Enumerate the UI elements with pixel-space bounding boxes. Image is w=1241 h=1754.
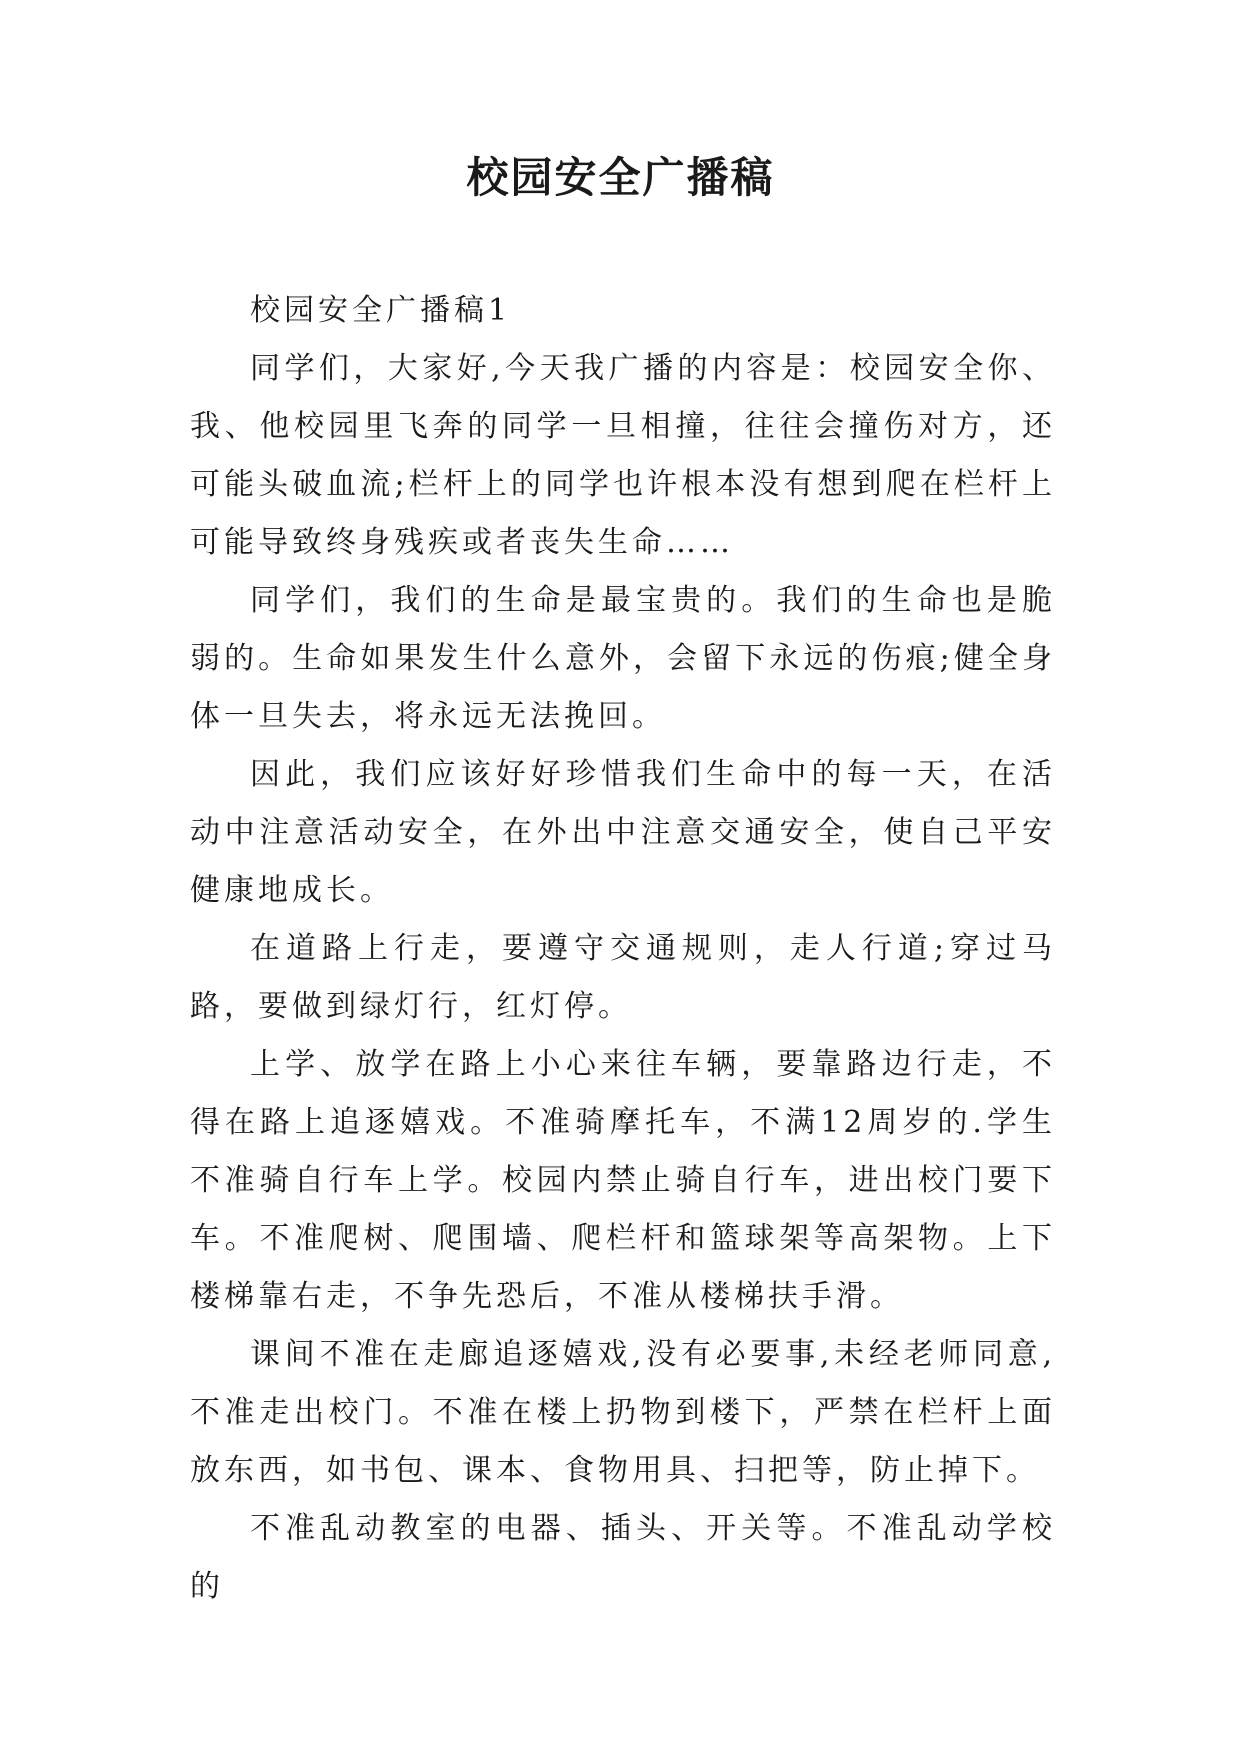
paragraph-life-precious: 同学们，我们的生命是最宝贵的。我们的生命也是脆弱的。生命如果发生什么意外，会留下永远的伤痕;健全身体一旦失去，将永远无法挽回。 — [190, 583, 1056, 734]
document-title: 校园安全广播稿 — [466, 153, 775, 202]
paragraph-commute-safety: 上学、放学在路上小心来往车辆，要靠路边行走，不得在路上追逐嬉戏。不准骑摩托车，不满12周岁的.学生不准骑自行车上学。校园内禁止骑自行车，进出校门要下车。不准爬树、爬围墙、爬栏杆和篮球架等高架物。上下楼梯靠右走，不争先恐后，不准从楼梯扶手滑。 — [190, 1047, 1056, 1314]
paragraph-intro: 同学们，大家好,今天我广播的内容是：校园安全你、我、他校园里飞奔的同学一旦相撞，往往会撞伤对方，还可能头破血流;栏杆上的同学也许根本没有想到爬在栏杆上可能导致终身残疾或者丧失生命…… — [190, 351, 1056, 560]
paragraph-electrical-safety: 不准乱动教室的电器、插头、开关等。不准乱动学校的 — [190, 1511, 1056, 1604]
section-heading: 校园安全广播稿1 — [250, 293, 512, 328]
paragraph-cherish-life: 因此，我们应该好好珍惜我们生命中的每一天，在活动中注意活动安全，在外出中注意交通安全，使自己平安健康地成长。 — [190, 757, 1056, 908]
document-body — [190, 282, 1056, 1616]
paragraph-recess-rules: 课间不准在走廊追逐嬉戏,没有必要事,未经老师同意,不准走出校门。不准在楼上扔物到楼下，严禁在栏杆上面放东西，如书包、课本、食物用具、扫把等，防止掉下。 — [190, 1337, 1056, 1488]
paragraph-traffic-rules: 在道路上行走，要遵守交通规则，走人行道;穿过马路，要做到绿灯行，红灯停。 — [190, 931, 1056, 1024]
